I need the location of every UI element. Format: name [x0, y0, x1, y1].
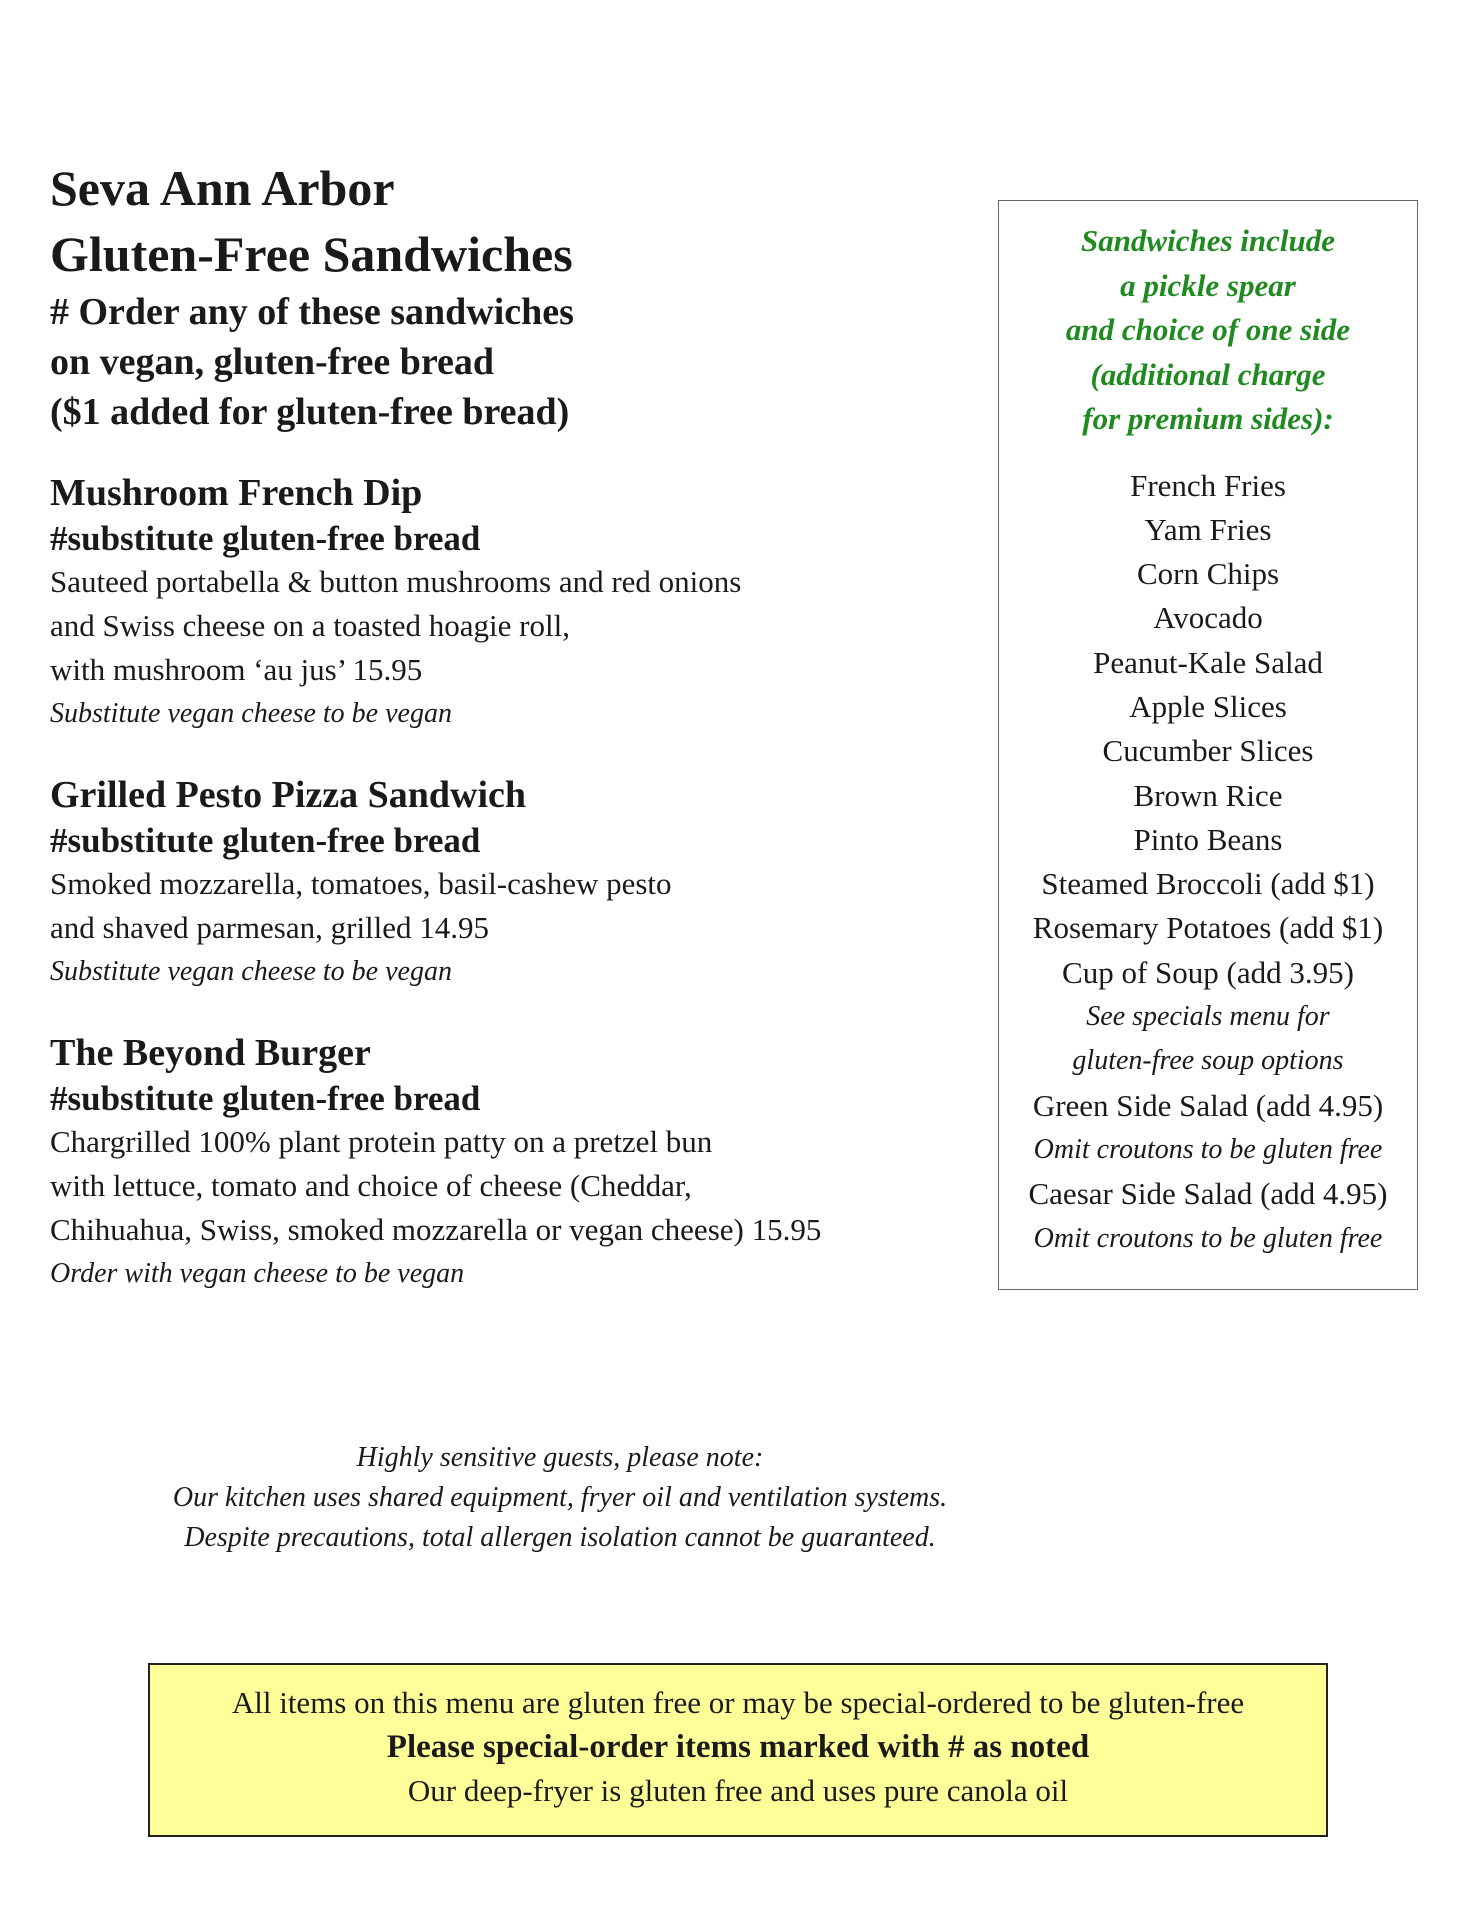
sandwich-list [50, 468, 950, 1330]
side-item: Caesar Side Salad (add 4.95) [1028, 1176, 1388, 1212]
side-item: Pinto Beans [1133, 821, 1283, 857]
item-description-line: with lettuce, tomato and choice of cheese (Cheddar, [50, 1168, 692, 1203]
menu-subtitle-line: # Order any of these sandwiches [50, 291, 574, 333]
item-description-line: Chihuahua, Swiss, smoked mozzarella or vegan cheese) 15.95 [50, 1212, 822, 1247]
side-item: Rosemary Potatoes (add $1) [1032, 910, 1384, 946]
side-item: Green Side Salad (add 4.95) [1032, 1087, 1384, 1123]
menu-subtitle-line: ($1 added for gluten-free bread) [50, 391, 570, 433]
sides-intro-line: (additional charge [1090, 356, 1326, 392]
side-item: Corn Chips [1136, 556, 1280, 592]
side-note: gluten-free soup options [1072, 1045, 1344, 1077]
side-item: Yam Fries [1144, 511, 1272, 547]
side-note: Omit croutons to be gluten free [1033, 1133, 1383, 1165]
item-description-line: Smoked mozzarella, tomatoes, basil-cashew pesto [50, 866, 672, 901]
menu-header [50, 155, 950, 437]
sides-intro-line: for premium sides): [1082, 401, 1334, 436]
item-substitution: #substitute gluten-free bread [50, 519, 481, 558]
side-item: Cucumber Slices [1102, 733, 1314, 769]
footer-line: Our deep-fryer is gluten free and uses pure canola oil [407, 1773, 1069, 1808]
item-name: The Beyond Burger [50, 1032, 371, 1074]
menu-item-mushroom-french-dip [50, 468, 950, 736]
side-item: Peanut-Kale Salad [1093, 644, 1323, 680]
side-item: Apple Slices [1129, 688, 1287, 724]
footer-line: All items on this menu are gluten free or may be special-ordered to be gluten-free [231, 1685, 1245, 1720]
sides-panel [998, 200, 1418, 1290]
gluten-free-notice-box [148, 1663, 1328, 1837]
item-description-line: and Swiss cheese on a toasted hoagie roll, [50, 608, 570, 643]
side-item: Avocado [1153, 600, 1263, 636]
sides-intro-line: a pickle spear [1120, 267, 1296, 303]
item-substitution: #substitute gluten-free bread [50, 821, 481, 860]
item-vegan-note: Substitute vegan cheese to be vegan [50, 698, 452, 729]
menu-item-grilled-pesto-pizza-sandwich [50, 770, 950, 994]
side-item: French Fries [1130, 467, 1286, 503]
item-description-line: Chargrilled 100% plant protein patty on a pretzel bun [50, 1124, 713, 1159]
item-vegan-note: Order with vegan cheese to be vegan [50, 1258, 465, 1289]
item-name: Mushroom French Dip [50, 472, 423, 514]
footer-line-bold: Please special-order items marked with # as noted [386, 1729, 1090, 1765]
item-description-line: and shaved parmesan, grilled 14.95 [50, 910, 490, 945]
side-item: Steamed Broccoli (add $1) [1041, 866, 1375, 902]
menu-subtitle-line: on vegan, gluten-free bread [50, 341, 495, 383]
sides-list [999, 464, 1417, 1261]
item-substitution: #substitute gluten-free bread [50, 1079, 481, 1118]
menu-title: Gluten-Free Sandwiches [50, 226, 573, 282]
side-note: See specials menu for [1086, 1001, 1330, 1033]
sides-intro-line: and choice of one side [1065, 312, 1351, 347]
side-note: Omit croutons to be gluten free [1033, 1222, 1383, 1254]
item-vegan-note: Substitute vegan cheese to be vegan [50, 956, 452, 987]
item-description-line: with mushroom ‘au jus’ 15.95 [50, 652, 423, 687]
side-item: Cup of Soup (add 3.95) [1062, 954, 1354, 990]
item-description-line: Sauteed portabella & button mushrooms and red onions [50, 564, 742, 599]
allergen-line: Highly sensitive guests, please note: [356, 1442, 764, 1473]
allergen-line: Despite precautions, total allergen isolation cannot be guaranteed. [184, 1522, 936, 1553]
side-item: Brown Rice [1133, 777, 1283, 813]
sides-intro [999, 219, 1417, 442]
menu-item-beyond-burger [50, 1028, 950, 1296]
allergen-notice [50, 1438, 1070, 1558]
allergen-line: Our kitchen uses shared equipment, fryer oil and ventilation systems. [172, 1482, 948, 1513]
restaurant-name: Seva Ann Arbor [50, 160, 395, 216]
item-name: Grilled Pesto Pizza Sandwich [50, 774, 527, 816]
sides-intro-line: Sandwiches include [1080, 223, 1336, 258]
